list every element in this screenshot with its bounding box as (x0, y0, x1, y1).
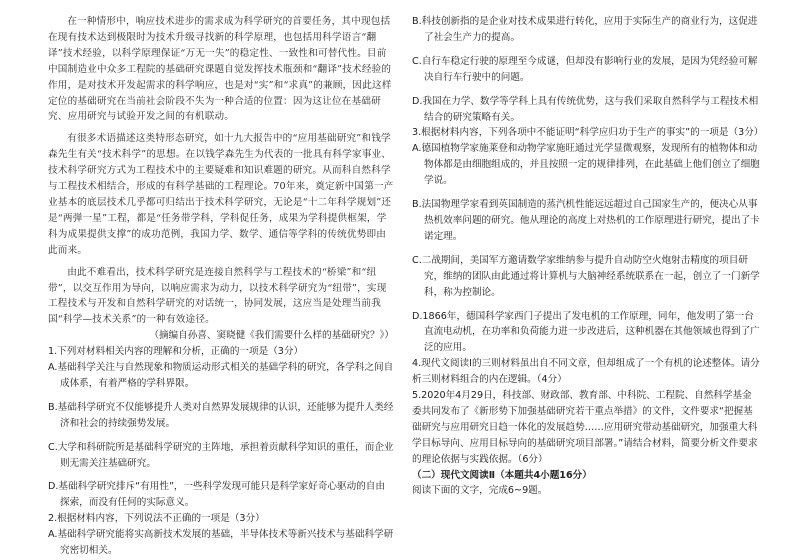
passage-paragraph: 由此不难看出，技术科学研究是连接自然科学与工程技术的“桥梁”和“纽带”，以交互作用为导向，以响应需求为动力，以技术科学研究为“纽带”，实现工程技术与开发和自然科学研究的对话统一，协同发展，这应当是处理当前我国“科学—技术关系”的一种有效途径。 (48, 266, 387, 326)
question-3-option-d: D.1866年，德国科学家西门子提出了发电机的工作原理，同年，他发明了第一台直流电动机，在功率和负荷能力进一步改进后，这种机器在其他领域也得到了广泛的应用。 (412, 310, 760, 354)
question-5: 5.2020年4月29日，科技部、财政部、教育部、中科院、工程院、自然科学基金委共同发布了《新形势下加强基础研究若干重点举措》的文件，文件要求“把握基础研究与应用研究日趋一体化的发展趋势……应用研究带动基础研究，加强重大科学目标导向、应用目标导向的基础研究项目部署。”请结合材料，简要分析文件要求的理论依据与实践依据。（6分） (412, 390, 758, 465)
question-1-option-d: D.基础科学研究排斥“有用性”，一些科学发现可能只是科学家好奇心驱动的自由探索，而没有任何的实际意义。 (48, 481, 385, 509)
right-column (412, 14, 764, 499)
question-2-option-c: C.自行车稳定行驶的原理至今成谜，但却没有影响行业的发展，是因为凭经验可解决自行车行驶中的问题。 (412, 55, 758, 83)
question-3-option-a: A.德国植物学家施莱登和动物学家施旺通过光学显微观察，发现所有的植物体和动物体都是由细胞组成的，并且按照一定的规律排列，在此基础上他们创立了细胞学说。 (412, 143, 760, 187)
question-2-option-d: D.我国在力学、数学等学科上具有传统优势，这与我们采取自然科学与工程技术相结合的研究策略有关。 (412, 95, 759, 123)
question-1-stem: 1.下列对材料相关内容的理解和分析，正确的一项是（3分） (48, 346, 304, 358)
passage-paragraph: 有很多术语描述这类特形态研究，如十九大报告中的“应用基础研究”和钱学森先生有关“技术科学”的思想。在以钱学森先生为代表的一批具有科学家事业、技术科学研究方式为工程技术中的主要疑难和知识难题的研究。从而科自然科学与工程技术相结合，形成的有科学基础的工程理论。70年来，奠定新中国第一产业基本的底层技术几乎都可归结出于技术科学研究，无论是“十二年科学规划”还是“两弹一星”工程，都是“任务带学科，学科促任务，成果为学科提供框架，学科为成果提供支撑”的成功范例，我国力学、数学、通信等学科的传统优势即由此而来。 (48, 133, 394, 256)
source-citation: （摘编自孙喜、窦晓健《我们需要什么样的基础研究？》） (149, 330, 394, 342)
left-column (48, 14, 394, 559)
reading-instruction: 阅读下面的文字，完成6~9题。 (412, 485, 548, 497)
question-2-option-a: A.基础科学研究能将实高新技术发展的基础，半导体技术等新兴技术与基础科学研究密切相关。 (48, 529, 394, 557)
question-3-option-b: B.法国物理学家看到英国制造的蒸汽机性能远远超过自己国家生产的，便决心从事热机效率问题的研究。他从理论的高度上对热机的工作原理进行研究，提出了卡诺定理。 (412, 199, 760, 242)
question-2-option-b: B.科技创新指的是企业对技术成果进行转化，应用于实际生产的商业行为，这促进了社会生产力的提高。 (412, 16, 758, 43)
question-2-stem: 2.根据材料内容，下列说法不正确的一项是（3分） (48, 513, 265, 525)
question-3-stem: 3.根据材料内容，下列各项中不能证明“科学应归功于生产的事实”的一项是（3分） (412, 127, 764, 139)
question-4: 4.现代文阅读Ⅰ的三则材料虽出自不同文章，但却组成了一个有机的论述整体。请分析三则材料组合的内在逻辑。（4分） (412, 358, 760, 386)
passage-paragraph: 在一种情形中，响应技术进步的需求成为科学研究的首要任务，其中现包括在现有技术达到极限时为技术升级寻找新的科学原理，也包括用科学语言“翻译”技术经验，以科学原理保证“万无一失”的稳定性、一致性和可替代性。目前中国制造业中众多工程院的基础研究课题自觉发挥技术瓶颈和“翻译”技术经验的作用，是对技术开发起需求的科学响应，也是对“实”和“求真”的兼顾，因此这样定位的基础研究在当前社会阶段不失为一种合适的位置：因为这让位在基础研究、应用研究与试验开发之间的有机联动。 (48, 16, 392, 123)
question-1-option-c: C.大学和科研院所是基础科学研究的主阵地，承担着贡献科学知识的重任，而企业则无需关注基础研究。 (48, 441, 394, 469)
question-1-option-a: A.基础科学关注与自然现象和物质运动形式相关的基础学科的研究，各学科之间自成体系，有着严格的学科界限。 (48, 362, 394, 389)
section-heading: （二）现代文阅读Ⅱ（本题共4小题16分） (412, 469, 592, 481)
question-3-option-c: C.二战期间，美国军方邀请数学家维纳参与提升自动防空火炮射击精度的项目研究，维纳的团队由此通过将计算机与大脑神经系统联系在一起，创立了一门新学科，称为控制论。 (412, 254, 760, 298)
question-1-option-b: B.基础科学研究不仅能够提升人类对自然界发展规律的认识，还能够为提升人类经济和社会的持续强势发展。 (48, 401, 394, 429)
